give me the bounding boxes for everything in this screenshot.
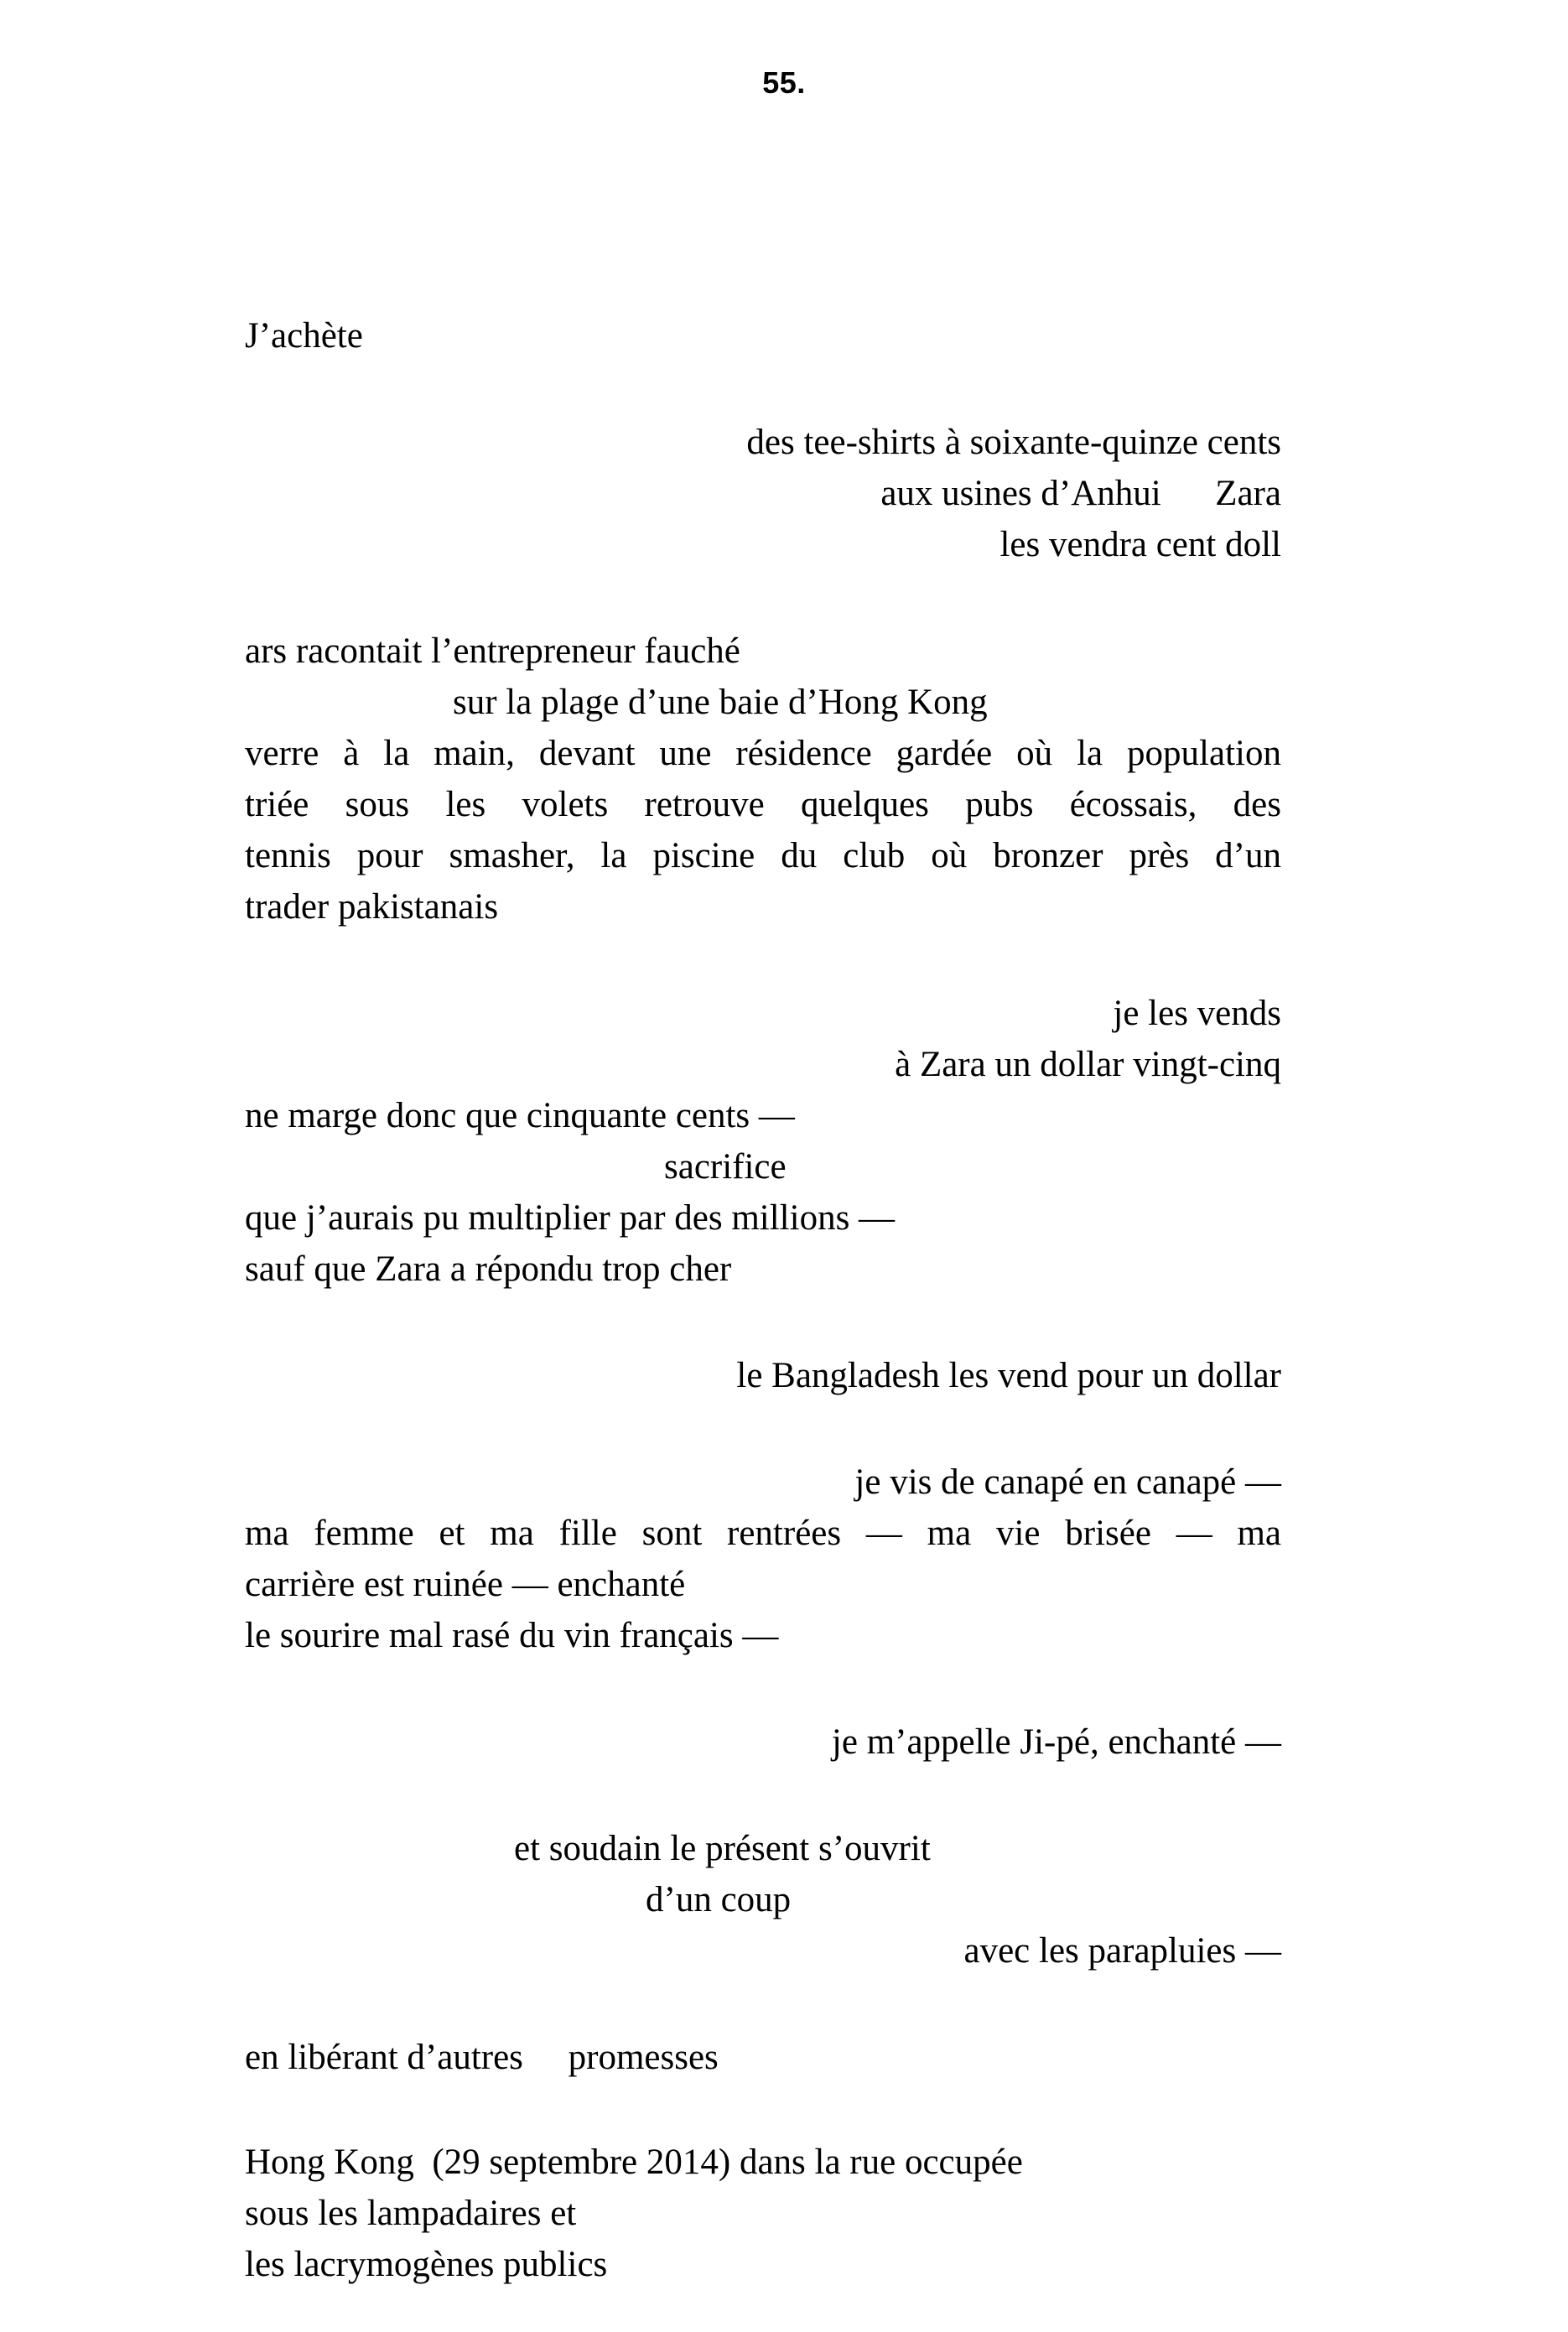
poem-line: tennis pour smasher, la piscine du club où bronzer près d’un (245, 836, 1281, 875)
page-number: 55. (762, 65, 806, 100)
poem-line: des tee-shirts à soixante-quinze cents (746, 423, 1281, 462)
poem-line: ne marge donc que cinquante cents — (245, 1096, 795, 1135)
stanza-gap (245, 2083, 1281, 2137)
stanza-3 (245, 626, 1281, 932)
poem-line: verre à la main, devant une résidence gardée où la population (245, 734, 1281, 773)
poem-line: à Zara un dollar vingt-cinq (895, 1045, 1281, 1084)
poem-line: ma femme et ma fille sont rentrées — ma vie brisée — ma (245, 1514, 1281, 1553)
poem-line: J’achète (245, 316, 363, 356)
stanza-8 (245, 1823, 1281, 1976)
poem-line: les vendra cent doll (999, 525, 1281, 564)
poem-line: ars racontait l’entrepreneur fauché (245, 631, 740, 671)
poem-line: sauf que Zara a répondu trop cher (245, 1249, 732, 1289)
stanza-5 (245, 1350, 1281, 1401)
stanza-9 (245, 2032, 1281, 2083)
stanza-gap (245, 570, 1281, 626)
poem-line: en libérant d’autres promesses (245, 2038, 719, 2077)
poem-line: que j’aurais pu multiplier par des millions — (245, 1198, 896, 1238)
stanza-gap (245, 1295, 1281, 1350)
poem-line: le sourire mal rasé du vin français — (245, 1616, 779, 1655)
poem-line: sacrifice (664, 1147, 787, 1187)
poem-body (245, 310, 1281, 2290)
poem-line: je vis de canapé en canapé — (854, 1462, 1281, 1502)
stanza-2 (245, 417, 1281, 570)
poem-line: et soudain le présent s’ouvrit (514, 1829, 931, 1868)
poem-line: les lacrymogènes publics (245, 2245, 608, 2284)
stanza-10 (245, 2137, 1281, 2290)
stanza-gap (245, 1976, 1281, 2032)
poem-line: Hong Kong (29 septembre 2014) dans la rue occupée (245, 2142, 1023, 2182)
stanza-gap (245, 932, 1281, 988)
stanza-gap (245, 1661, 1281, 1717)
poem-line: triée sous les volets retrouve quelques pubs écossais, des (245, 785, 1281, 824)
poem-line: d’un coup (646, 1880, 792, 1919)
poem-line: je les vends (1113, 994, 1281, 1033)
stanza-gap (245, 1768, 1281, 1823)
stanza-gap (245, 361, 1281, 417)
stanza-gap (245, 1401, 1281, 1457)
poem-line: trader pakistanais (245, 887, 499, 927)
stanza-1 (245, 310, 1281, 361)
poem-line: sur la plage d’une baie d’Hong Kong (453, 683, 988, 722)
stanza-6 (245, 1457, 1281, 1661)
poem-line: je m’appelle Ji-pé, enchanté — (831, 1722, 1281, 1762)
poem-line: le Bangladesh les vend pour un dollar (736, 1356, 1281, 1395)
poem-line: aux usines d’Anhui Zara (880, 474, 1281, 513)
stanza-7 (245, 1717, 1281, 1768)
poem-line: sous les lampadaires et (245, 2194, 577, 2233)
poem-line: carrière est ruinée — enchanté (245, 1565, 686, 1604)
stanza-4 (245, 988, 1281, 1295)
poem-line: avec les parapluies — (963, 1931, 1281, 1971)
